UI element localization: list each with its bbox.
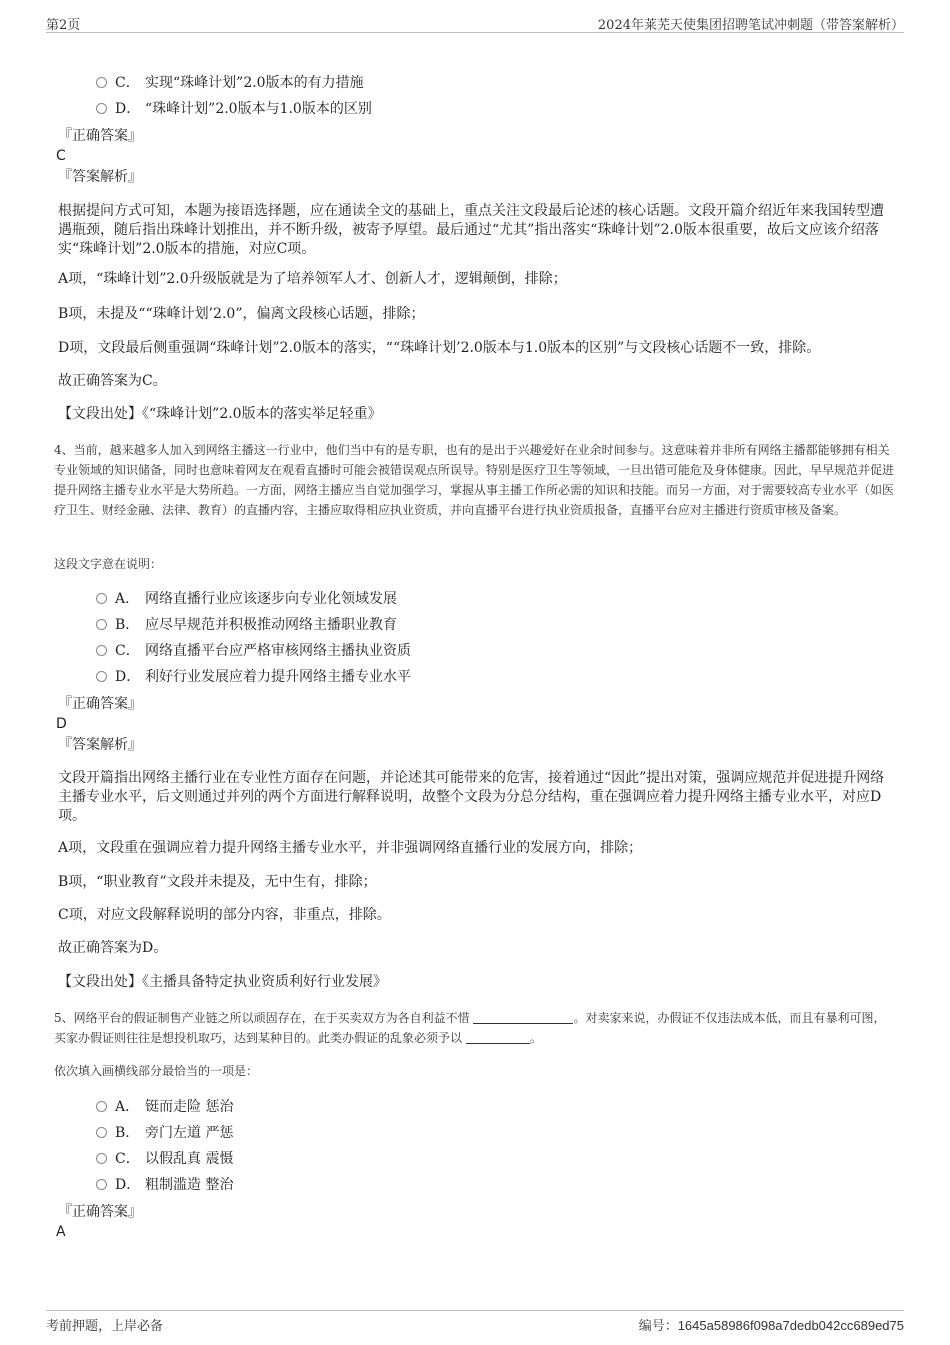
radio-icon[interactable] xyxy=(96,77,107,88)
q4-prompt: 这段文字意在说明： xyxy=(54,557,163,571)
q4-analysis-label: 『答案解析』 xyxy=(58,737,142,753)
q4-option-b[interactable]: B． 应尽早规范并积极推动网络主播职业教育 xyxy=(96,615,397,635)
q5-option-c[interactable]: C． 以假乱真 震慑 xyxy=(96,1149,233,1169)
answer-blank-2 xyxy=(466,1031,530,1044)
q4-source: 【文段出处】《主播具备特定执业资质利好行业发展》 xyxy=(58,974,387,990)
q3-analysis-main: 根据提问方式可知，本题为接语选择题，应在通读全文的基础上，重点关注文段最后论述的核心话题。文段开篇介绍近年来我国转型遭遇瓶颈，随后指出珠峰计划推出，并不断升级，被寄予厚望。最后通过“尤其”指出落实“珠峰计划”2.0版本很重要，故后文应该介绍落实“珠峰计划”2.0版本的措施，对应C项。 xyxy=(58,203,884,257)
radio-icon[interactable] xyxy=(96,619,107,630)
q5-stem: 5、网络平台的假证制售产业链之所以顽固存在，在于买卖双方为各自利益不惜 。对卖家来说，办假证不仅违法成本低，而且有暴利可图，买家办假证则往往是想投机取巧，达到某种目的。此类办假证的乱象必须予以 。 xyxy=(54,1011,886,1045)
q5-answer-label: 『正确答案』 xyxy=(58,1204,142,1220)
q4-option-c[interactable]: C． 网络直播平台应严格审核网络主播执业资质 xyxy=(96,641,411,661)
q3-option-c[interactable]: C． 实现“珠峰计划”2.0版本的有力措施 xyxy=(96,73,364,93)
q3-option-d[interactable]: D． “珠峰计划”2.0版本与1.0版本的区别 xyxy=(96,99,372,119)
footer-slogan: 考前押题，上岸必备 xyxy=(46,1319,164,1334)
q4-analysis-main: 文段开篇指出网络主播行业在专业性方面存在问题，并论述其可能带来的危害，接着通过“因此”提出对策，强调应规范并促进提升网络主播专业水平，后文则通过并列的两个方面进行解释说明，故整个文段为分总分结构，重在强调应着力提升网络主播专业水平，对应D项。 xyxy=(58,770,885,824)
q4-stem: 4、当前，越来越多人加入到网络主播这一行业中，他们当中有的是专职，也有的是出于兴趣爱好在业余时间参与。这意味着并非所有网络主播都能够拥有相关专业领域的知识储备，同时也意味着网友在观看直播时可能会被错误观点所误导。特别是医疗卫生等领域，一旦出错可能危及身体健康。因此，早早规范并促进提升网络主播专业水平是大势所趋。一方面，网络主播应当自觉加强学习，掌握从事主播工作所必需的知识和技能。而另一方面，对于需要较高专业水平（如医疗卫生、财经金融、法律、教育）的直播内容，主播应取得相应执业资质，并向直播平台进行执业资质报备，直播平台应对主播进行资质审核及备案。 xyxy=(54,443,895,517)
radio-icon[interactable] xyxy=(96,103,107,114)
radio-icon[interactable] xyxy=(96,1101,107,1112)
q5-option-d[interactable]: D． 粗制滥造 整治 xyxy=(96,1175,233,1195)
q5-option-a[interactable]: A． 铤而走险 惩治 xyxy=(96,1097,233,1117)
q5-prompt: 依次填入画横线部分最恰当的一项是： xyxy=(54,1064,259,1078)
page-number: 第2页 xyxy=(46,18,81,33)
radio-icon[interactable] xyxy=(96,671,107,682)
answer-blank-1 xyxy=(473,1011,573,1024)
q4-option-d[interactable]: D． 利好行业发展应着力提升网络主播专业水平 xyxy=(96,667,411,687)
q3-analysis-b: B项，未提及““珠峰计划’2.0”，偏离文段核心话题，排除； xyxy=(58,306,425,322)
page-footer xyxy=(46,1310,904,1335)
q4-option-a[interactable]: A． 网络直播行业应该逐步向专业化领域发展 xyxy=(96,589,397,609)
q4-answer: D xyxy=(56,716,67,732)
radio-icon[interactable] xyxy=(96,1127,107,1138)
q5-option-b[interactable]: B． 旁门左道 严惩 xyxy=(96,1123,233,1143)
q4-answer-label: 『正确答案』 xyxy=(58,696,142,712)
radio-icon[interactable] xyxy=(96,593,107,604)
document-code: 编号：1645a58986f098a7dedb042cc689ed75 xyxy=(638,1318,904,1333)
q5-answer: A xyxy=(56,1224,66,1240)
q4-analysis-c: C项，对应文段解释说明的部分内容，非重点，排除。 xyxy=(58,907,391,923)
q4-analysis-b: B项，“职业教育”文段并未提及，无中生有，排除； xyxy=(58,874,377,890)
q3-conclusion: 故正确答案为C。 xyxy=(58,373,167,389)
q3-answer: C xyxy=(56,148,66,164)
radio-icon[interactable] xyxy=(96,1179,107,1190)
q3-source: 【文段出处】《“珠峰计划”2.0版本的落实举足轻重》 xyxy=(58,406,382,422)
q3-answer-label: 『正确答案』 xyxy=(58,128,142,144)
q4-analysis-a: A项，文段重在强调应着力提升网络主播专业水平，并非强调网络直播行业的发展方向，排除； xyxy=(58,840,643,856)
q3-analysis-a: A项，“珠峰计划”2.0升级版就是为了培养领军人才、创新人才，逻辑颠倒，排除； xyxy=(58,271,567,287)
radio-icon[interactable] xyxy=(96,1153,107,1164)
q4-conclusion: 故正确答案为D。 xyxy=(58,940,168,956)
q3-analysis-d: D项，文段最后侧重强调“珠峰计划”2.0版本的落实，““珠峰计划’2.0版本与1.0版本的区别”与文段核心话题不一致，排除。 xyxy=(58,340,821,356)
radio-icon[interactable] xyxy=(96,645,107,656)
document-title: 2024年莱芜天使集团招聘笔试冲刺题（带答案解析） xyxy=(597,18,904,33)
page-header xyxy=(46,12,904,33)
q3-analysis-label: 『答案解析』 xyxy=(58,169,142,185)
